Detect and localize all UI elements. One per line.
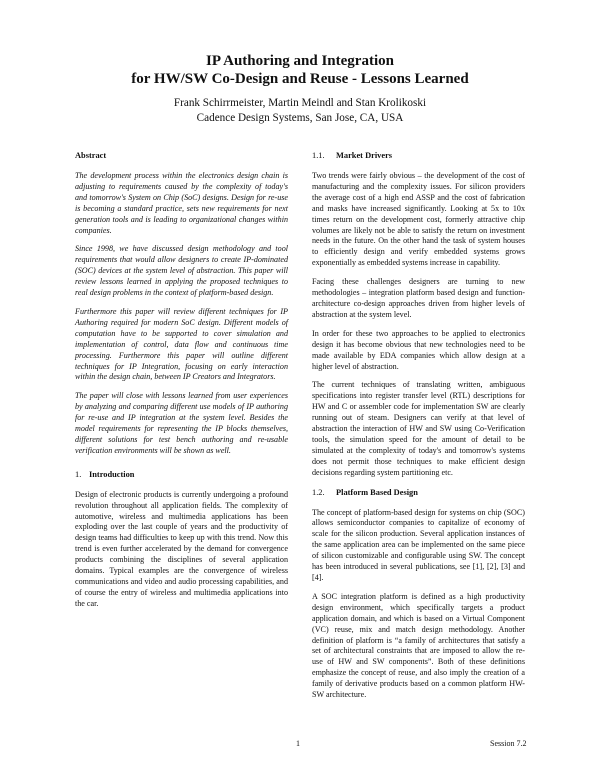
author-block [0, 96, 600, 125]
paper-title [0, 52, 600, 88]
abstract-paragraph: The paper will close with lessons learned from user experiences by analyzing and comparing different use models of IP authoring for re-use and IP integration at the system level. Besides the model requirements for representing the IP blocks themselves, different solutions for test bench authoring and re-usable verification environments will be shown as well. [75, 391, 288, 455]
section-title: Platform Based Design [336, 487, 418, 497]
introduction-heading [75, 469, 288, 480]
section-title: Introduction [89, 469, 135, 479]
abstract-paragraph: The development process within the electronics design chain is adjusting to requirements caused by the complexity of today's and tomorrow's System on Chip (SoC) designs. Design for re-use is becoming a standard practice, sets new requirements for next generation tools and is leading to organizational changes within companies. [75, 171, 288, 235]
platform-based-design-heading [312, 487, 525, 498]
session-label: Session 7.2 [490, 739, 527, 748]
author-names: Frank Schirrmeister, Martin Meindl and Stan Krolikoski [173, 97, 427, 109]
abstract-heading: Abstract [75, 151, 107, 160]
body-paragraph: Design of electronic products is currently undergoing a profound revolution throughout all application fields. The complexity of automotive, wireless and multimedia applications has been exploding over the last couple of years and the productivity of design teams had difficulties to keep up with this trend. Now this trend is even further accelerated by the demand for convergence products combining the disciplines of several application domains. Typical examples are the convergence of wireless communications and video and audio processing capabilities, and of course the entry of wireless and multimedia applications into the car. [75, 489, 288, 608]
title-line-2: for HW/SW Co-Design and Reuse - Lessons Learned [131, 71, 469, 87]
abstract-paragraph: Since 1998, we have discussed design methodology and tool requirements that would allow designers to create IP-dominated (SOC) devices at the system level of abstraction. This paper will review lessons learned in applying the proposed techniques to real design problems in the context of platform-based design. [75, 244, 288, 298]
title-line-1: IP Authoring and Integration [206, 53, 394, 69]
body-paragraph: Two trends were fairly obvious – the development of the cost of manufacturing and the complexity issues. For silicon providers the average cost of a high end ASSP and the cost of fabrication and masks have increased significantly. Looking at 5x to 10x times return on the development cost, formerly attractive chip volumes are likely not be able to satisfy the return on investment needs in the future. On the other hand the task of system houses to efficiently design and verify embedded systems grows exponentially as embedded systems increase in capability. [312, 171, 525, 268]
body-paragraph: In order for these two approaches to be applied to electronics design it has become obvious that new technologies need to be made available by EDA companies which allow design at a higher level of abstraction. [312, 328, 525, 371]
body-paragraph: The current techniques of translating written, ambiguous specifications into register transfer level (RTL) descriptions for HW and C or assembler code for implementation SW are clearly running out of steam. Designers can verify at that level of abstraction the interaction of HW and SW using Co-Verification tools, the simulation speed for the amount of detail to be simulated at the complexity of today's and tomorrow's systems does not permit those techniques to make efficient design decisions regarding system partitioning etc. [312, 380, 525, 477]
right-column [312, 150, 525, 709]
body-paragraph: A SOC integration platform is defined as a high productivity design environment, which specifically targets a product application domain, and which is based on a Virtual Component (VC) reuse, mix and match design methodology. Another definition of platform is “a family of architectures that satisfy a set of architectural constraints that are imposed to allow the re-use of HW and SW components”. Both of these definitions emphasize the concept of reuse, and also imply the creation of a family of derivative products based on a common platform HW-SW architecture. [312, 591, 525, 700]
body-paragraph: The concept of platform-based design for systems on chip (SOC) allows semiconductor companies to capitalize of economy of scale for the silicon production. Several application instances of the same application area can be implemented on the same piece of silicon customizable and configurable using SW. The concept has been introduced in several publications, see [1], [2], [3] and [4]. [312, 507, 525, 582]
body-paragraph: Facing these challenges designers are turning to new methodologies – integration platform based design and function-architecture co-design approaches driven from higher levels of abstraction at the system level. [312, 277, 525, 319]
page-number: 1 [296, 739, 300, 748]
affiliation: Cadence Design Systems, San Jose, CA, USA [196, 111, 404, 124]
abstract-paragraph: Furthermore this paper will review different techniques for IP Authoring required for modern SoC design. Different models of computation have to be supported to cover simulation and implementation of control, data flow and continuous time processing. Furthermore this paper will outline different techniques for IP Integration, focusing on early interaction within the design chain, between IP Creators and Integrators. [75, 306, 288, 382]
section-number: 1.1. [312, 151, 325, 160]
market-drivers-heading [312, 150, 525, 161]
section-number: 1. [75, 469, 82, 479]
section-title: Market Drivers [336, 151, 393, 160]
left-column [75, 150, 288, 618]
section-number: 1.2. [312, 487, 325, 497]
